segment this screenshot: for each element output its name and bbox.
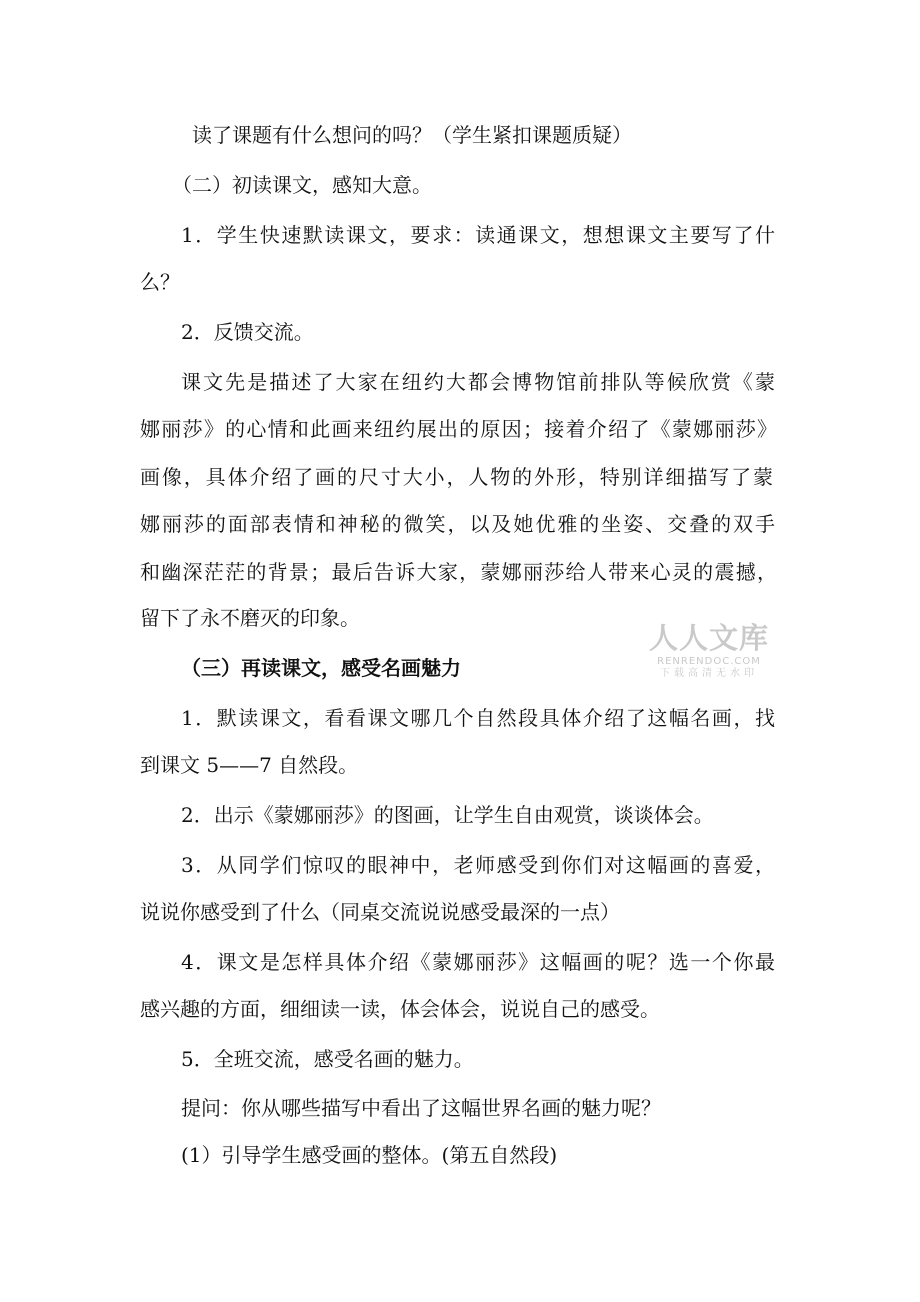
text-line-step-2: 2．出示《蒙娜丽莎》的图画，让学生自由观赏，谈谈体会。 bbox=[181, 803, 714, 827]
watermark-title: 人人文库 bbox=[648, 621, 769, 655]
text-line-step-5: 5．全班交流，感受名画的魅力。 bbox=[181, 1047, 474, 1071]
paragraph-line-4: 娜丽莎的面部表情和神秘的微笑，以及她优雅的坐姿、交叠的双手 bbox=[140, 512, 775, 536]
watermark-url: RENRENDOC.COM bbox=[657, 656, 761, 667]
text-line-step-3a: 3．从同学们惊叹的眼神中，老师感受到你们对这幅画的喜爱， bbox=[181, 853, 775, 877]
text-line-item-1b: 么？ bbox=[140, 270, 180, 294]
watermark-subtitle: 下载高清无水印 bbox=[660, 668, 758, 679]
paragraph-line-1: 课文先是描述了大家在纽约大都会博物馆前排队等候欣赏《蒙 bbox=[181, 370, 775, 394]
text-line-step-1a: 1．默读课文，看看课文哪几个自然段具体介绍了这幅名画，找 bbox=[181, 706, 775, 730]
text-line-item-2: 2．反馈交流。 bbox=[181, 320, 314, 344]
text-line-question-prompt: 提问：你从哪些描写中看出了这幅世界名画的魅力呢？ bbox=[181, 1096, 661, 1120]
text-line-step-4b: 感兴趣的方面，细细读一读，体会体会，说说自己的感受。 bbox=[140, 997, 660, 1021]
text-line-step-4a: 4．课文是怎样具体介绍《蒙娜丽莎》这幅画的呢？选一个你最 bbox=[181, 950, 775, 974]
section-heading-3: （三）再读课文，感受名画魅力 bbox=[181, 656, 461, 680]
watermark-logo bbox=[648, 622, 770, 680]
paragraph-line-5: 和幽深茫茫的背景；最后告诉大家，蒙娜丽莎给人带来心灵的震撼， bbox=[140, 560, 777, 584]
text-line-sub-1: (1）引导学生感受画的整体。(第五自然段) bbox=[181, 1143, 558, 1167]
paragraph-line-6: 留下了永不磨灭的印象。 bbox=[140, 606, 360, 630]
text-line-step-3b: 说说你感受到了什么（同桌交流说说感受最深的一点） bbox=[140, 900, 620, 924]
text-line-question: 读了课题有什么想问的吗？（学生紧扣课题质疑） bbox=[192, 123, 632, 147]
text-line-step-1b: 到课文 5——7 自然段。 bbox=[140, 753, 359, 777]
text-line-item-1a: 1．学生快速默读课文，要求：读通课文，想想课文主要写了什 bbox=[181, 223, 775, 247]
paragraph-line-3: 画像，具体介绍了画的尺寸大小，人物的外形，特别详细描写了蒙 bbox=[140, 465, 773, 489]
paragraph-line-2: 娜丽莎》的心情和此画来纽约展出的原因；接着介绍了《蒙娜丽莎》 bbox=[140, 417, 777, 441]
section-heading-2: （二）初读课文，感知大意。 bbox=[172, 173, 432, 197]
